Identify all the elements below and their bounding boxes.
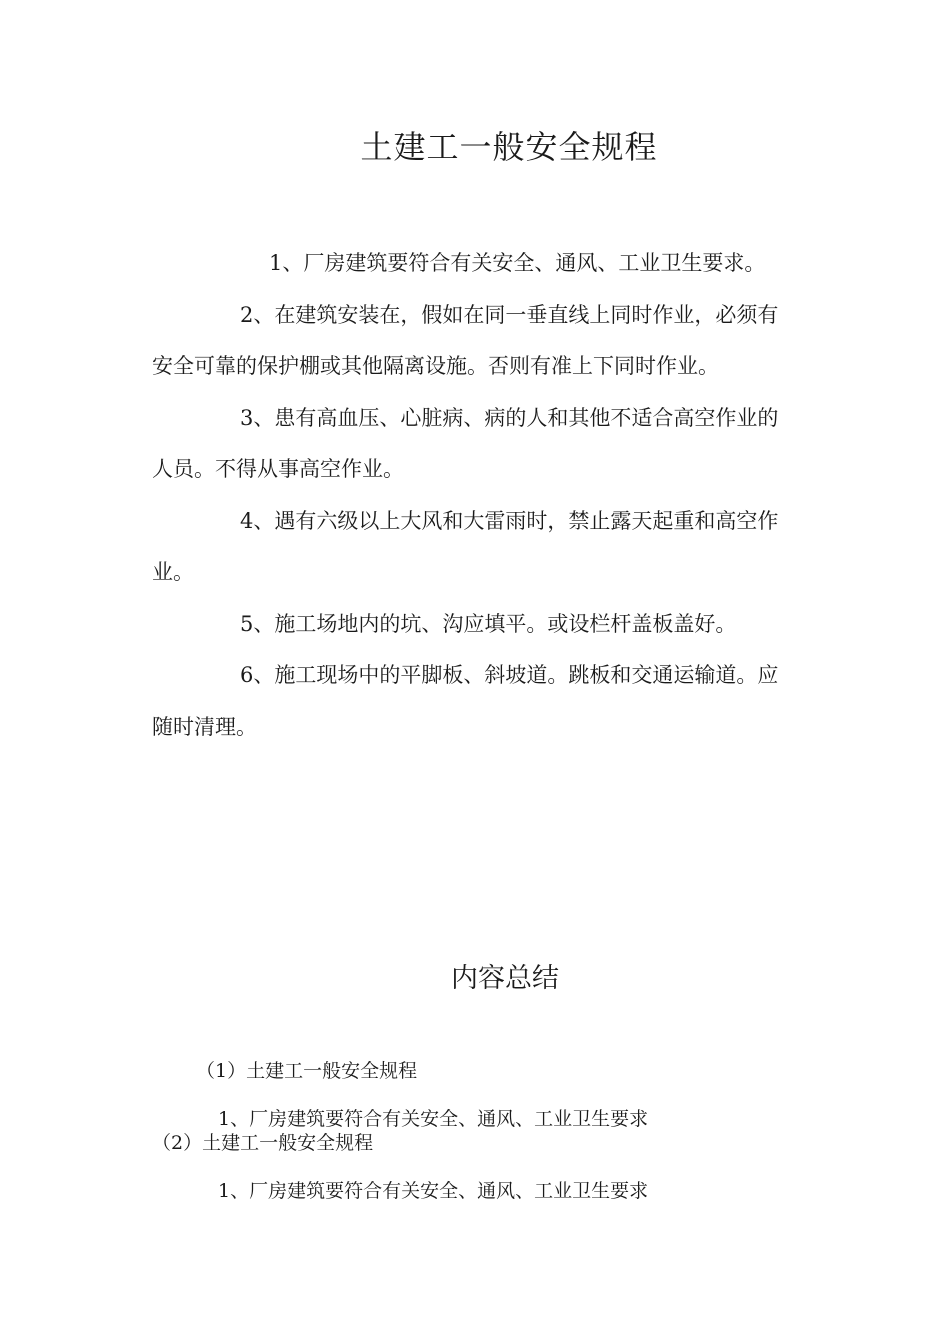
summary-item-2-heading: （2）土建工一般安全规程 <box>152 1132 374 1154</box>
paragraph-5: 5、施工场地内的坑、沟应填平。或设栏杆盖板盖好。 <box>240 611 737 636</box>
summary-item-2-text: 1、厂房建筑要符合有关安全、通风、工业卫生要求 <box>218 1180 649 1202</box>
paragraph-6: 6、施工现场中的平脚板、斜坡道。跳板和交通运输道。应随时清理。 <box>152 663 779 739</box>
paragraph-3: 3、患有高血压、心脏病、病的人和其他不适合高空作业的人员。不得从事高空作业。 <box>152 405 779 481</box>
paragraph-1: 1、厂房建筑要符合有关安全、通风、工业卫生要求。 <box>269 251 766 275</box>
document-title: 土建工一般安全规程 <box>360 128 658 166</box>
summary-item-1-text: 1、厂房建筑要符合有关安全、通风、工业卫生要求 <box>218 1108 649 1130</box>
document-body <box>152 238 792 753</box>
summary-item-1-heading: （1）土建工一般安全规程 <box>196 1060 418 1082</box>
paragraph-2: 2、在建筑安装在，假如在同一垂直线上同时作业，必须有安全可靠的保护棚或其他隔离设施。否则有准上下同时作业。 <box>152 302 779 378</box>
paragraph-4: 4、遇有六级以上大风和大雷雨时，禁止露天起重和高空作业。 <box>152 508 779 584</box>
summary-title: 内容总结 <box>451 963 559 994</box>
